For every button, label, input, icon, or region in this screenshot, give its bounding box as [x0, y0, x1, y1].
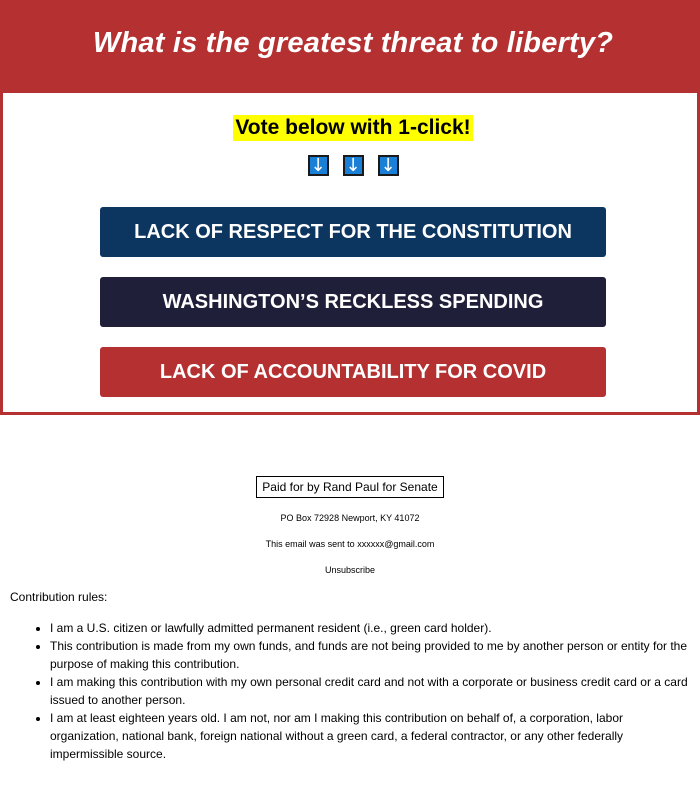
vote-cta-text: Vote below with 1-click! — [235, 116, 471, 139]
list-item: • I am making this contribution with my own personal credit card and not with a corporate or business credit card or a card issued to another person. — [50, 673, 690, 709]
unsubscribe-link[interactable]: Unsubscribe — [324, 565, 376, 575]
vote-spending-button[interactable]: WASHINGTON’S RECKLESS SPENDING — [100, 277, 606, 327]
arrow-row — [3, 155, 700, 176]
list-item: • I am a U.S. citizen or lawfully admitted permanent resident (i.e., green card holder). — [50, 619, 690, 637]
paid-for-disclaimer: Paid for by Rand Paul for Senate — [256, 476, 443, 498]
vote-prompt — [3, 115, 700, 141]
headline: What is the greatest threat to liberty? — [92, 27, 614, 59]
footer — [0, 476, 700, 498]
down-arrow-icon: ↓ — [308, 155, 329, 176]
down-arrow-icon: ↓ — [343, 155, 364, 176]
contribution-rules-list — [0, 619, 700, 763]
list-item: • I am at least eighteen years old. I am not, nor am I making this contribution on behalf of, a corporation, labor organization, national bank, foreign national without a green card, a federal contractor, or any other federally impermissible source. — [50, 709, 690, 763]
header-band — [3, 0, 700, 93]
contribution-rules-heading: Contribution rules: — [10, 590, 108, 604]
vote-constitution-button[interactable]: LACK OF RESPECT FOR THE CONSTITUTION — [100, 207, 606, 257]
list-item: • This contribution is made from my own funds, and funds are not being provided to me by another person or entity for the purpose of making this contribution. — [50, 637, 690, 673]
vote-covid-button[interactable]: LACK OF ACCOUNTABILITY FOR COVID — [100, 347, 606, 397]
down-arrow-icon: ↓ — [378, 155, 399, 176]
sent-to-notice: This email was sent to xxxxxx@gmail.com — [265, 539, 435, 549]
mailing-address: PO Box 72928 Newport, KY 41072 — [280, 513, 420, 523]
